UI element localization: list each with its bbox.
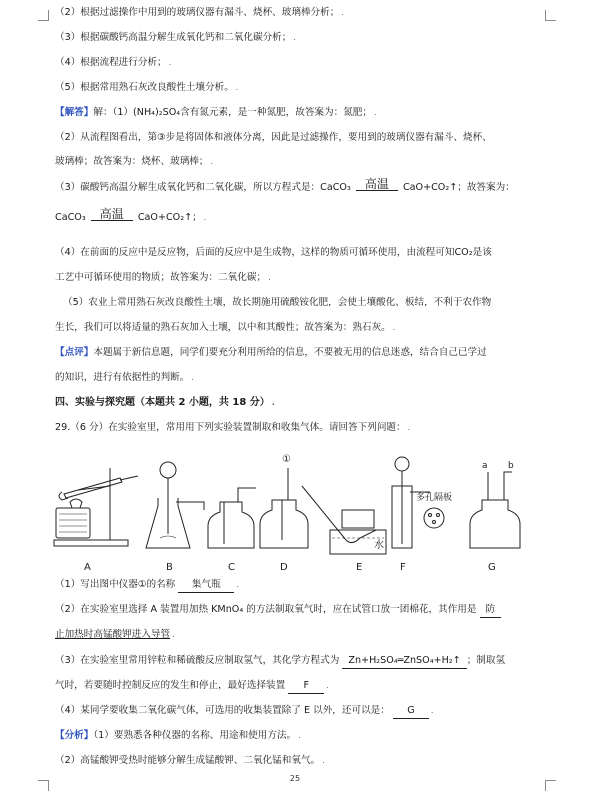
answer-line-4a: （4）在前面的反应中是反应物，后面的反应中是生成物，这样的物质可循环使用，由流程可知CO₂是该 [55,247,492,258]
answer-line-5b: 生长，我们可以将适量的熟石灰加入土壤，以中和其酸性；故答案为：熟石灰。 . [55,322,396,333]
apparatus-c [208,488,256,548]
answer-line-3a: （3）碳酸钙高温分解生成氧化钙和二氧化碳，所以方程式是：CaCO₃ 高温 CaO+CO₂↑；故答案为： [55,177,515,193]
analysis-line-2: （2）高锰酸钾受热时能够分解生成锰酸钾、二氧化锰和氧气。 . [55,755,325,766]
line-l3: （4）根据流程进行分析； . [55,57,172,68]
answer-line-4b: 工艺中可循环使用的物质；故答案为：二氧化碳； . [55,272,271,283]
page-number: 25 [289,774,301,783]
circle-one-label: ① [282,454,291,465]
duokong-label: 多孔隔板 [416,493,453,503]
label-g: G [488,562,496,573]
analysis-line-1: 【分析】（1）要熟悉各种仪器的名称、用途和使用方法。 . [55,730,301,741]
question-29-2b: 止加热时高锰酸钾进入导管 . [55,629,175,640]
inlet-a-label: a [482,461,488,471]
question-29-4: （4）某同学要收集二氧化碳气体，可选用的收集装置除了 E 以外，还可以是： G . [55,704,433,719]
question-29-3a: （3）在实验室里常用锌粒和稀硫酸反应制取氢气，其化学方程式为 Zn+H₂SO₄═ZnSO₄+H₂↑ ；制取氢 [55,654,505,669]
answer-line-2b: 玻璃棒；故答案为：烧杯、玻璃棒； . [55,156,214,167]
fenxi-tag: 【分析】 [55,730,94,741]
answer-line-5a: （5）农业上常用熟石灰改良酸性土壤，故长期施用硫酸铵化肥，会使土壤酸化、板结，不利于农作物 [63,297,492,308]
corner-mark-top-right [545,10,556,21]
label-e: E [356,562,363,573]
gaowen-condition-2: 高温 [89,208,135,225]
answer-blank-1: 集气瓶 [178,578,234,593]
answer-line-3b: CaCO₃ 高温 CaO+CO₂↑； . [55,207,207,223]
comment-line-1: 【点评】本题属于新信息题，同学们要充分利用所给的信息，不要被无用的信息迷惑，结合自己已学过 [55,347,487,358]
question-29-3b: 气时，若要随时控制反应的发生和停止，最好选择装置 F . [55,679,329,694]
label-f: F [400,562,406,573]
gaowen-condition: 高温 [354,178,400,195]
water-label: 水 [374,540,384,551]
question-29: 29.（6 分）在实验室里，常用用下列实验装置制取和收集气体。请回答下列问题： . [55,422,411,433]
label-c: C [228,562,235,573]
line-l4: （5）根据常用熟石灰改良酸性土壤分析。 . [55,82,239,93]
apparatus-figure [50,448,540,574]
apparatus-g [470,472,520,548]
label-d: D [280,562,288,573]
comment-line-2: 的知识，进行有依据性的判断。 . [55,372,194,383]
corner-mark-bottom-left [38,780,49,791]
answer-blank-3b: F [288,679,324,694]
inlet-b-label: b [508,461,514,471]
answer-blank-2a: 防 [480,603,502,618]
apparatus-b [146,462,204,548]
answer-line-1: 【解答】解：（1）(NH₄)₂SO₄含有氮元素，是一种氮肥，故答案为：氮肥； . [55,107,377,118]
jieda-tag: 【解答】 [55,107,94,118]
corner-mark-bottom-right [545,780,556,791]
question-29-1: （1）写出图中仪器①的名称 集气瓶 . [55,578,239,593]
section-heading: 四、实验与探究题（本题共 2 小题，共 18 分） . [55,397,275,408]
answer-line-2a: （2）从流程图看出，第③步是将固体和液体分离，因此是过滤操作，要用到的玻璃仪器有漏斗、烧杯、 [55,132,492,143]
line-l2: （3）根据碳酸钙高温分解生成氧化钙和二氧化碳分析； . [55,32,296,43]
answer-blank-4: G [393,704,429,719]
apparatus-a [54,468,138,546]
apparatus-d [260,468,308,548]
dianping-tag: 【点评】 [55,347,94,358]
answer-blank-2b: 止加热时高锰酸钾进入导管 [55,629,171,640]
line-l1: （2）根据过滤操作中用到的玻璃仪器有漏斗、烧杯、玻璃棒分析； . [55,7,344,18]
label-b: B [166,562,173,573]
question-29-2a: （2）在实验室里选择 A 装置用加热 KMnO₄ 的方法制取氧气时，应在试管口放一团棉花，其作用是 防 [55,603,501,618]
corner-mark-top-left [38,10,49,21]
label-a: A [84,562,91,573]
answer-blank-3a: Zn+H₂SO₄═ZnSO₄+H₂↑ [342,654,466,669]
